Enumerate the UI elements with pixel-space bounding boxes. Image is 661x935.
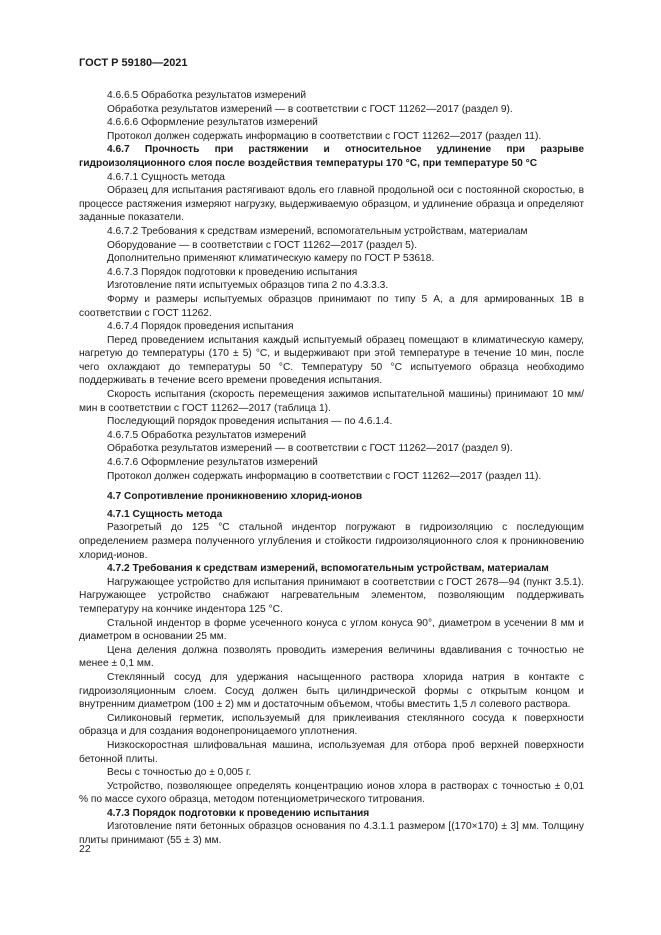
paragraph: Скорость испытания (скорость перемещения зажимов испытательной машины) принимают 10 мм/мин в соответствии с ГОСТ 11262—2017 (таблица 1). [79, 389, 584, 414]
paragraph: Изготовление пяти бетонных образцов основания по 4.3.1.1 размером [(170×170) ± 3] мм. Толщину плиты принимают (55 ± 3) мм. [79, 821, 584, 847]
paragraph: Обработка результатов измерений — в соответствии с ГОСТ 11262—2017 (раздел 9). [107, 443, 513, 455]
paragraph: Нагружающее устройство для испытания принимают в соответствии с ГОСТ 2678—94 (пункт 3.5.1). Нагружающее устройство снабжают нагревательным элементом, позволяющим поддерживать температуру на кончике индентора 125 °С. [79, 576, 584, 615]
paragraph: Устройство, позволяющее определять концентрацию ионов хлора в растворах с точностью ± 0,01 % по массе сухого образца, методом потенциометрического титрования. [79, 780, 584, 806]
document-body [79, 89, 584, 848]
section-heading: 4.7.1 Сущность метода [107, 508, 223, 520]
paragraph: Протокол должен содержать информацию в соответствии с ГОСТ 11262—2017 (раздел 11). [107, 470, 542, 482]
paragraph: 4.6.7.1 Сущность метода [107, 171, 225, 183]
paragraph: 4.6.7.6 Оформление результатов измерений [107, 457, 318, 469]
section-heading: 4.6.7 Прочность при растяжении и относительное удлинение при разрыве гидроизоляционного слоя после воздействия температуры 170 °С, при температуре 50 °С [79, 144, 584, 169]
paragraph: Весы с точностью до ± 0,005 г. [107, 767, 252, 779]
paragraph: 4.6.6.6 Оформление результатов измерений [107, 117, 318, 129]
paragraph: Силиконовый герметик, используемый для приклеивания стеклянного сосуда к поверхности образца и для создания водонепроницаемого уплотнения. [79, 712, 584, 738]
paragraph: Протокол должен содержать информацию в соответствии с ГОСТ 11262—2017 (раздел 11). [107, 130, 542, 142]
paragraph: Оборудование — в соответствии с ГОСТ 11262—2017 (раздел 5). [107, 239, 418, 251]
paragraph: Стальной индентор в форме усеченного конуса с углом конуса 90°, диаметром в усечении 8 мм и диаметром в основании 25 мм. [79, 617, 584, 643]
section-heading: 4.7 Сопротивление проникновению хлорид-ионов [107, 491, 363, 503]
paragraph: 4.6.7.4 Порядок проведения испытания [107, 321, 294, 333]
paragraph: Обработка результатов измерений — в соответствии с ГОСТ 11262—2017 (раздел 9). [107, 103, 513, 115]
paragraph: Стеклянный сосуд для удержания насыщенного раствора хлорида натрия в контакте с гидроизоляционным слоем. Сосуд должен быть цилиндрической формы с открытым концом и внутренним диаметром (100 ± 2) мм и достаточным объемом, чтобы вместить 1,5 л солевого раствора. [79, 671, 584, 711]
paragraph: Разогретый до 125 °С стальной индентор погружают в гидроизоляцию с последующим определением размера полученного углубления и стойкости гидроизоляционного слоя к проникновению хлорид-ионов. [79, 522, 584, 561]
paragraph: Низкоскоростная шлифовальная машина, используемая для отбора проб верхней поверхности бетонной плиты. [79, 739, 584, 765]
document-header: ГОСТ Р 59180—2021 [79, 57, 188, 69]
paragraph: Цена деления должна позволять проводить измерения величины вдавливания с точностью не менее ± 0,1 мм. [79, 644, 584, 670]
paragraph: Перед проведением испытания каждый испытуемый образец помещают в климатическую камеру, нагретую до температуры (170 ± 5) °С, и выдерживают при этой температуре в течение 10 мин, после чего охлаждают до температуры 50 °С. Температуру 50 °С испытуемого образца необходимо поддерживать в течение всего времени проведения испытания. [79, 334, 584, 387]
paragraph: Изготовление пяти испытуемых образцов типа 2 по 4.3.3.3. [107, 280, 389, 292]
page-number: 22 [79, 843, 91, 855]
paragraph: Последующий порядок проведения испытания — по 4.6.1.4. [107, 416, 393, 428]
paragraph: Образец для испытания растягивают вдоль его главной продольной оси с постоянной скоростью, в процессе растяжения измеряют нагрузку, выдерживаемую образцом, и удлинение образца и определяют заданные показатели. [79, 185, 584, 224]
paragraph: 4.6.7.5 Обработка результатов измерений [107, 429, 307, 441]
section-heading: 4.7.2 Требования к средствам измерений, вспомогательным устройствам, материалам [107, 563, 549, 575]
paragraph: 4.6.7.3 Порядок подготовки к проведению испытания [107, 266, 358, 278]
paragraph: Форму и размеры испытуемых образцов принимают по типу 5 А, а для армированных 1В в соответствии с ГОСТ 11262. [79, 293, 584, 319]
paragraph: 4.6.7.2 Требования к средствам измерений, вспомогательным устройствам, материалам [107, 225, 528, 237]
section-heading: 4.7.3 Порядок подготовки к проведению испытания [107, 807, 370, 819]
paragraph: Дополнительно применяют климатическую камеру по ГОСТ Р 53618. [107, 253, 435, 265]
paragraph: 4.6.6.5 Обработка результатов измерений [107, 90, 307, 101]
